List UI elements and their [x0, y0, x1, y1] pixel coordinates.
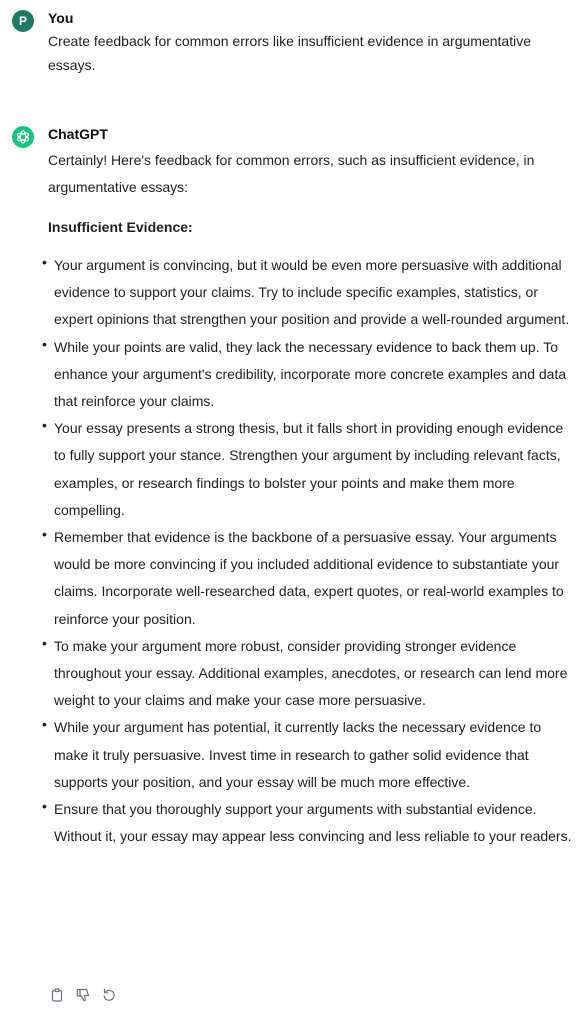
list-item-text: While your points are valid, they lack the necessary evidence to back them up. To enhance your argument's credibility, incorporate more concrete examples and data that reinforce your claims. [54, 338, 567, 410]
bullet-point: • [42, 417, 47, 434]
assistant-author-name: ChatGPT [48, 126, 108, 142]
list-item [42, 334, 572, 416]
list-item-text: Your essay presents a strong thesis, but it falls short in providing enough evidence to fully support your stance. Strengthen your argument by including relevant facts, examples, or research findings to bolster your points and make them more compelling. [54, 420, 564, 518]
list-item [42, 415, 572, 524]
regenerate-button[interactable] [100, 986, 118, 1004]
bullet-point: • [42, 716, 47, 733]
list-item-text: While your argument has potential, it currently lacks the necessary evidence to make it truly persuasive. Invest time in research to gather solid evidence that supports your position, and your essay will be much more effective. [54, 719, 542, 790]
user-author-name: You [48, 10, 74, 26]
feedback-list [42, 252, 572, 850]
regenerate-icon [102, 988, 116, 1002]
list-item [42, 633, 572, 715]
openai-logo-icon [15, 129, 31, 145]
copy-button[interactable] [48, 986, 66, 1004]
copy-icon [50, 988, 64, 1002]
user-message-text: Create feedback for common errors like insufficient evidence in argumentative essays. [48, 33, 531, 73]
bullet-point: • [42, 634, 47, 651]
user-avatar: P [12, 10, 34, 32]
list-item [42, 524, 572, 633]
bullet-point: • [42, 254, 47, 270]
list-item [42, 252, 572, 334]
bullet-point: • [42, 335, 47, 352]
assistant-avatar [12, 126, 34, 148]
bullet-point: • [42, 798, 47, 815]
list-item-text: To make your argument more robust, consider providing stronger evidence throughout your essay. Additional examples, anecdotes, or research can lend more weight to your claims and make your case more persuasive. [54, 637, 568, 709]
message-actions [48, 986, 118, 1004]
assistant-message-body [42, 147, 572, 850]
list-item-text: Ensure that you thoroughly support your arguments with substantial evidence. Without it, your essay may appear less convincing and less reliable to your readers. [54, 801, 572, 845]
section-heading: Insufficient Evidence: [48, 219, 193, 235]
thumbs-down-icon [76, 988, 90, 1002]
list-item [42, 714, 572, 796]
thumbs-down-button[interactable] [74, 986, 92, 1004]
list-item-text: Remember that evidence is the backbone of a persuasive essay. Your arguments would be more convincing if you included additional evidence to substantiate your claims. Incorporate well-researched data, expert quotes, or real-world examples to reinforce your position. [54, 529, 564, 627]
assistant-message [12, 124, 572, 850]
assistant-intro-text: Certainly! Here's feedback for common errors, such as insufficient evidence, in argumentative essays: [48, 152, 535, 195]
list-item-text: Your argument is convincing, but it would be even more persuasive with additional evidence to support your claims. Try to include specific examples, statistics, or expert opinions that strengthen your position and provide a well-rounded argument. [54, 257, 570, 328]
list-item [42, 796, 572, 850]
user-message [12, 8, 572, 77]
bullet-point: • [42, 526, 47, 543]
